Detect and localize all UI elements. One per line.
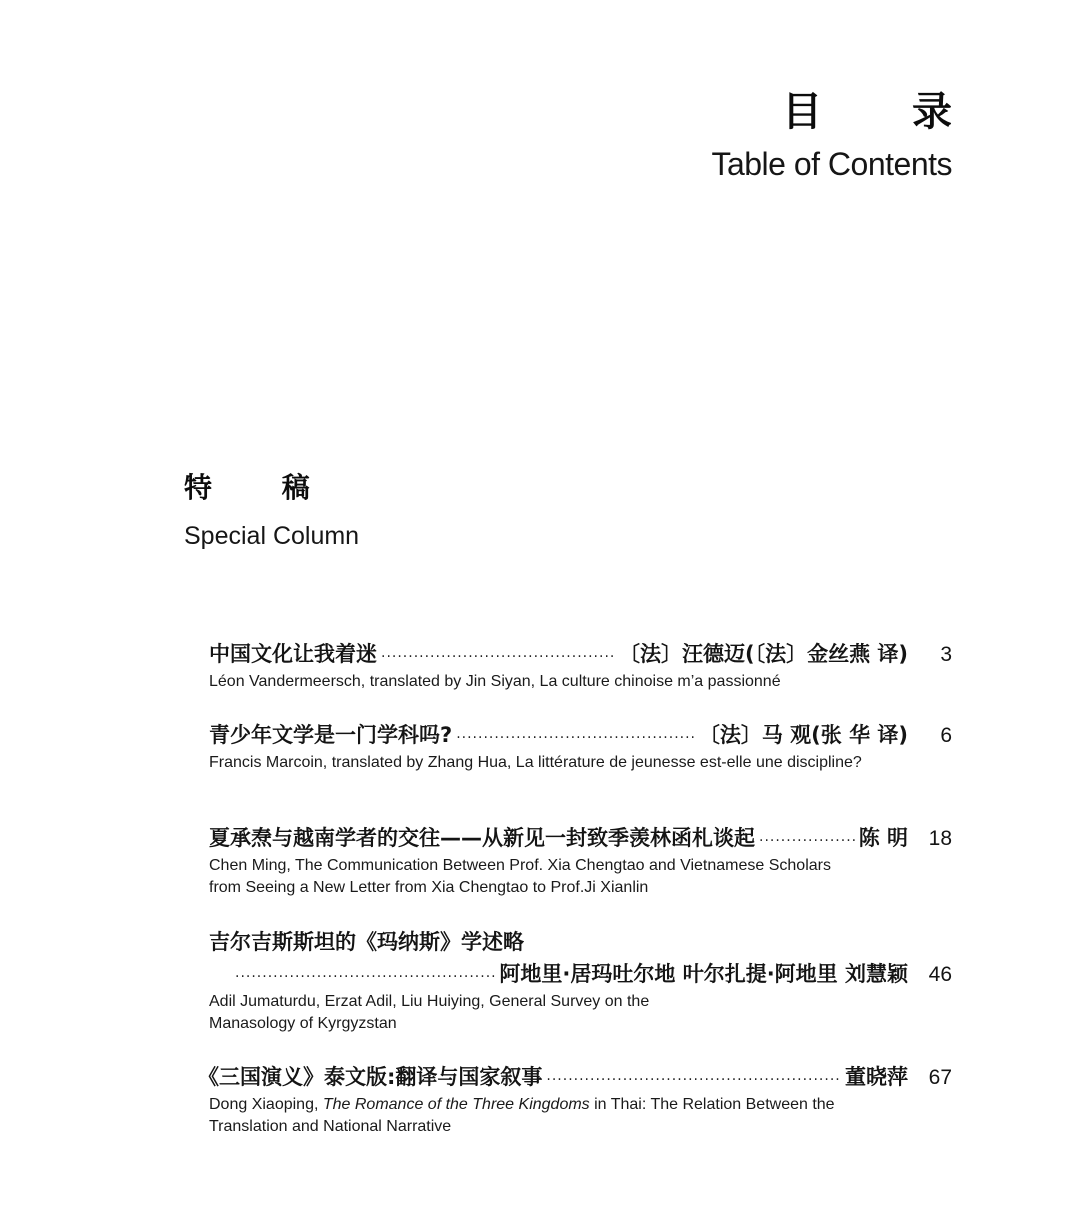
entry-author: 陈 明: [858, 826, 908, 850]
entry-title: 青少年文学是一门学科吗?: [209, 723, 453, 747]
page-title-english: Table of Contents: [711, 146, 952, 182]
toc-entry[interactable]: [209, 638, 952, 693]
toc-entry[interactable]: [209, 822, 952, 899]
entry-title: 吉尔吉斯斯坦的《玛纳斯》学述略: [209, 930, 524, 954]
entry-title: 《三国演义》泰文版:翻译与国家叙事: [198, 1065, 543, 1089]
section-title-english: Special Column: [184, 522, 360, 550]
entry-english-author: Dong Xiaoping,: [209, 1096, 323, 1113]
entry-page-number: 6: [940, 724, 952, 747]
entry-page-number: 3: [940, 643, 952, 666]
section-title: 特 稿: [184, 471, 340, 504]
entry-author: 阿地里·居玛吐尔地 叶尔扎提·阿地里 刘慧颖: [499, 962, 908, 986]
entry-page-number: 67: [928, 1066, 952, 1089]
toc-entry[interactable]: [209, 719, 952, 774]
entry-title: 夏承焘与越南学者的交往——从新见一封致季羡林函札谈起: [209, 826, 755, 850]
dot-leader: [381, 641, 615, 673]
entry-page-number: 46: [928, 963, 952, 986]
entry-english-description: [209, 1094, 879, 1138]
entry-english-book-title: The Romance of the Three Kingdoms: [322, 1096, 590, 1113]
dot-leader: [235, 961, 495, 993]
dot-leader: [546, 1064, 841, 1096]
entry-page-number: 18: [928, 827, 952, 850]
entry-author: 〔法〕马 观(张 华 译): [698, 723, 908, 747]
entry-english-description: Francis Marcoin, translated by Zhang Hua, La littérature de jeunesse est-elle une discipline?: [209, 754, 862, 771]
toc-entry[interactable]: [209, 926, 952, 1035]
dot-leader: [759, 825, 855, 857]
entry-english-description: Adil Jumaturdu, Erzat Adil, Liu Huiying, General Survey on the Manasology of Kyrgyzstan: [209, 993, 650, 1032]
entry-english-description: Chen Ming, The Communication Between Prof. Xia Chengtao and Vietnamese Scholars from Seeing a New Letter from Xia Chengtao to Prof.Ji Xianlin: [209, 857, 831, 896]
entry-english-description: Léon Vandermeersch, translated by Jin Siyan, La culture chinoise m’a passionné: [209, 673, 781, 690]
entry-english-title-rest: in Thai: The Relation Between the Translation and National Narrative: [209, 1096, 835, 1135]
toc-entry[interactable]: [198, 1061, 952, 1138]
entry-author: 董晓萍: [845, 1065, 908, 1089]
entry-title: 中国文化让我着迷: [209, 642, 377, 666]
page-title: 目 录: [782, 89, 990, 135]
dot-leader: [456, 722, 695, 754]
entry-author: 〔法〕汪德迈(〔法〕金丝燕 译): [618, 642, 908, 666]
